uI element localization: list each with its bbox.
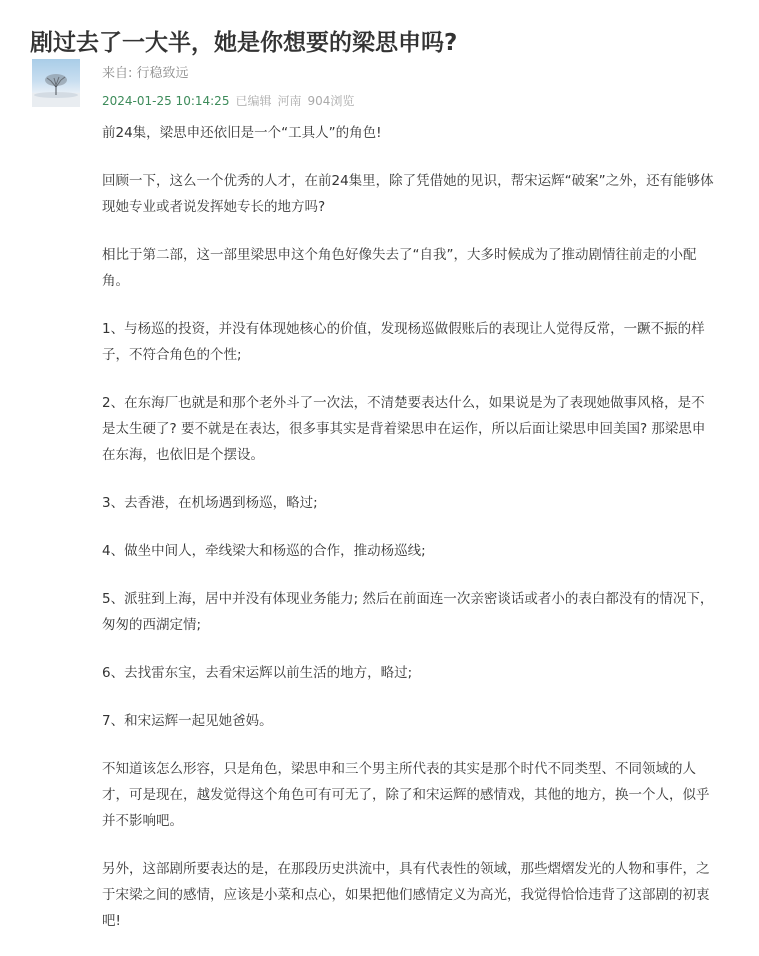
post-body xyxy=(102,120,717,956)
paragraph: 另外，这部剧所要表达的是，在那段历史洪流中，具有代表性的领域，那些熠熠发光的人物和事件，之于宋梁之间的感情，应该是小菜和点心，如果把他们感情定义为高光，我觉得恰恰违背了这部剧的初衷吧! xyxy=(102,861,710,929)
paragraph: 4、做坐中间人，牵线梁大和杨巡的合作，推动杨巡线; xyxy=(102,543,426,559)
paragraph: 回顾一下，这么一个优秀的人才，在前24集里，除了凭借她的见识，帮宋运辉“破案”之外，还有能够体现她专业或者说发挥她专长的地方吗? xyxy=(102,173,714,215)
paragraph: 1、与杨巡的投资，并没有体现她核心的价值，发现杨巡做假账后的表现让人觉得反常，一蹶不振的样子，不符合角色的个性; xyxy=(102,321,705,363)
paragraph: 不知道该怎么形容，只是角色，梁思申和三个男主所代表的其实是那个时代不同类型、不同领域的人才，可是现在，越发觉得这个角色可有可无了，除了和宋运辉的感情戏，其他的地方，换一个人，似乎并不影响吧。 xyxy=(102,761,710,829)
location-label: 河南 xyxy=(277,94,302,108)
tree-landscape-icon xyxy=(32,59,80,107)
paragraph: 前24集，梁思申还依旧是一个“工具人”的角色! xyxy=(102,125,382,141)
edited-label: 已编辑 xyxy=(235,94,272,108)
from-label: 来自: xyxy=(102,66,133,81)
post-title: 剧过去了一大半，她是你想要的梁思申吗? xyxy=(30,30,458,57)
post-datetime: 2024-01-25 10:14:25 xyxy=(102,94,230,108)
paragraph: 5、派驻到上海，居中并没有体现业务能力; 然后在前面连一次亲密谈话或者小的表白都没有的情况下，匆匆的西湖定情; xyxy=(102,591,714,633)
paragraph: 相比于第二部，这一部里梁思申这个角色好像失去了“自我”，大多时候成为了推动剧情往前走的小配角。 xyxy=(102,247,697,289)
author-name-link[interactable]: 行稳致远 xyxy=(136,66,189,81)
paragraph: 7、和宋运辉一起见她爸妈。 xyxy=(102,713,273,729)
post-meta xyxy=(102,91,360,111)
author-line xyxy=(102,64,189,84)
paragraph: 2、在东海厂也就是和那个老外斗了一次法，不清楚要表达什么，如果说是为了表现她做事风格，是不是太生硬了? 要不就是在表达，很多事其实是背着梁思申在运作，所以后面让梁思申回美国? 那梁思申在东海，也依旧是个摆设。 xyxy=(102,395,706,463)
paragraph: 3、去香港，在机场遇到杨巡，略过; xyxy=(102,495,318,511)
view-count: 904浏览 xyxy=(307,94,355,108)
paragraph: 6、去找雷东宝，去看宋运辉以前生活的地方，略过; xyxy=(102,665,413,681)
avatar[interactable] xyxy=(32,59,80,107)
